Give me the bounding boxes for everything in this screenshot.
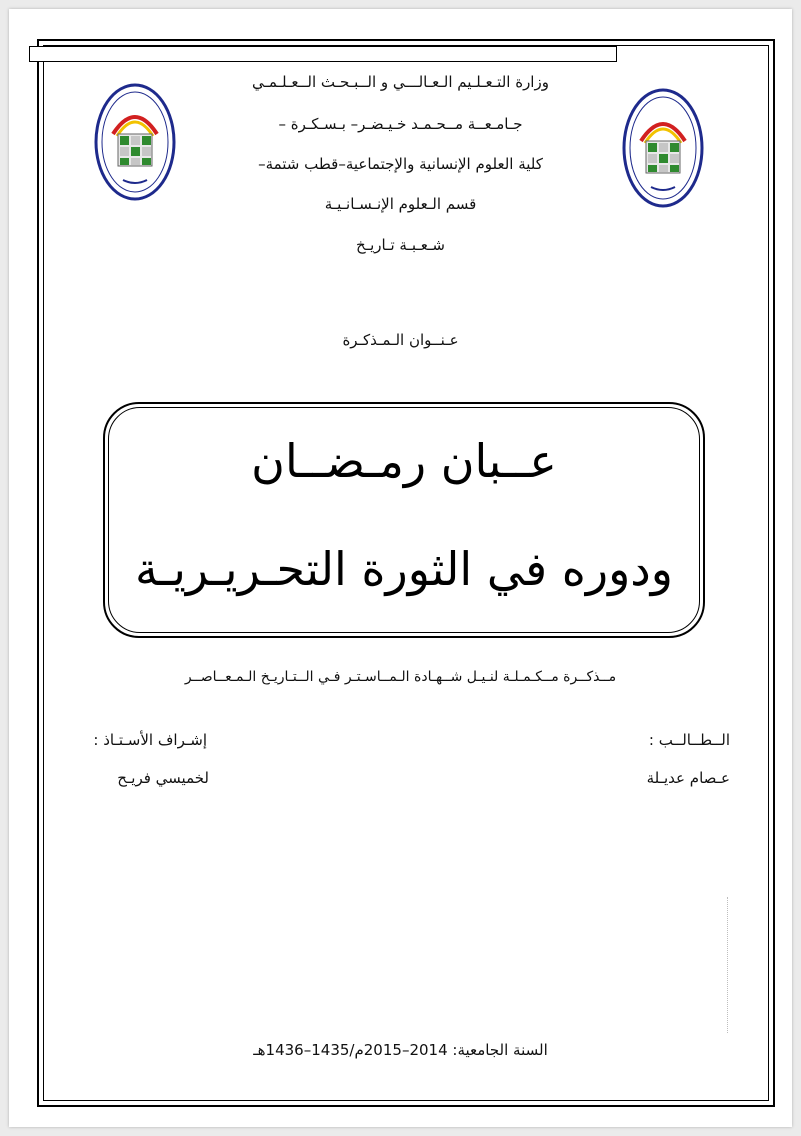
university-logo-right-icon — [621, 87, 705, 213]
faculty-line: كلية العلوم الإنسانية والإجتماعية–قطب شتمة– — [258, 155, 543, 173]
academic-year: السنة الجامعية: 2014–2015م/1435–1436هـ — [253, 1041, 548, 1059]
branch-line: شـعـبـة تـاريـخ — [356, 236, 445, 254]
margin-dots — [727, 897, 729, 1033]
thesis-title-line1: عــبان رمـضــان — [251, 434, 557, 488]
supervisor-label: إشـراف الأسـتـاذ : — [93, 731, 207, 749]
supervisor-name: لخميسي فريـح — [117, 769, 209, 787]
ministry-line: وزارة التـعـلـيم الـعـالـــي و الــبـحـث الــعـلـمـي — [252, 73, 549, 91]
university-logo-left-icon — [93, 82, 177, 206]
university-line: جـامـعــة مــحـمـد خـيـضـر– بـسـكـرة – — [278, 115, 523, 133]
title-box — [103, 402, 705, 638]
degree-subtitle: مــذكــرة مــكـمـلـة لنـيـل شــهـادة الـمــاسـتـر فـي الــتـاريـخ الـمـعــاصــر — [184, 669, 617, 685]
student-name: عـصام عديـلة — [646, 769, 730, 787]
document-page — [9, 9, 792, 1127]
thesis-title-line2: ودوره في الثورة التحـريـريـة — [134, 542, 673, 596]
header-strip — [29, 46, 617, 62]
memo-heading: عـنــوان الـمـذكـرة — [342, 331, 459, 349]
student-label: الــطــالــب : — [648, 731, 730, 749]
department-line: قسم الـعلوم الإنـسـانـيـة — [324, 195, 477, 213]
